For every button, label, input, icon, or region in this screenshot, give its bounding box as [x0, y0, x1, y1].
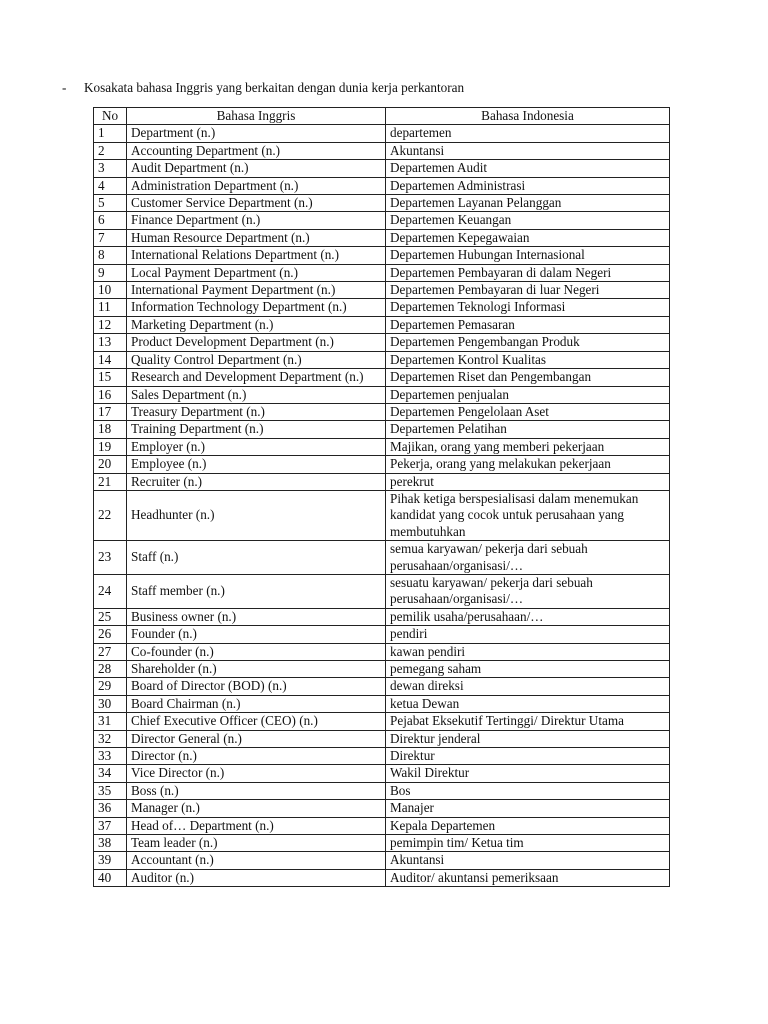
english-term: Quality Control Department (n.)	[127, 351, 386, 368]
indonesian-term: Departemen Pengelolaan Aset	[386, 403, 670, 420]
english-term: Vice Director (n.)	[127, 765, 386, 782]
row-number: 21	[94, 473, 127, 490]
english-term: Shareholder (n.)	[127, 661, 386, 678]
english-term: Employee (n.)	[127, 456, 386, 473]
english-term: Headhunter (n.)	[127, 490, 386, 540]
table-row	[94, 456, 670, 473]
header-indonesian: Bahasa Indonesia	[386, 108, 670, 125]
table-row	[94, 678, 670, 695]
row-number: 40	[94, 869, 127, 886]
indonesian-term: Direktur	[386, 748, 670, 765]
row-number: 5	[94, 195, 127, 212]
english-term: International Relations Department (n.)	[127, 247, 386, 264]
english-term: Director General (n.)	[127, 730, 386, 747]
table-row	[94, 177, 670, 194]
row-number: 26	[94, 626, 127, 643]
row-number: 27	[94, 643, 127, 660]
table-row	[94, 142, 670, 159]
table-body	[94, 125, 670, 887]
indonesian-term: semua karyawan/ pekerja dari sebuah perusahaan/organisasi/…	[386, 541, 670, 575]
english-term: Product Development Department (n.)	[127, 334, 386, 351]
table-row	[94, 334, 670, 351]
english-term: Employer (n.)	[127, 438, 386, 455]
indonesian-term: Departemen Teknologi Informasi	[386, 299, 670, 316]
row-number: 23	[94, 541, 127, 575]
english-term: International Payment Department (n.)	[127, 282, 386, 299]
row-number: 4	[94, 177, 127, 194]
table-row	[94, 229, 670, 246]
indonesian-term: Majikan, orang yang memberi pekerjaan	[386, 438, 670, 455]
table-row	[94, 195, 670, 212]
table-row	[94, 403, 670, 420]
row-number: 9	[94, 264, 127, 281]
row-number: 37	[94, 817, 127, 834]
indonesian-term: dewan direksi	[386, 678, 670, 695]
english-term: Business owner (n.)	[127, 608, 386, 625]
table-row	[94, 800, 670, 817]
row-number: 31	[94, 713, 127, 730]
indonesian-term: Departemen penjualan	[386, 386, 670, 403]
header-no: No	[94, 108, 127, 125]
indonesian-term: Pekerja, orang yang melakukan pekerjaan	[386, 456, 670, 473]
table-row	[94, 316, 670, 333]
english-term: Staff member (n.)	[127, 574, 386, 608]
row-number: 29	[94, 678, 127, 695]
table-row	[94, 782, 670, 799]
table-row	[94, 626, 670, 643]
row-number: 22	[94, 490, 127, 540]
indonesian-term: Departemen Layanan Pelanggan	[386, 195, 670, 212]
row-number: 33	[94, 748, 127, 765]
table-row	[94, 125, 670, 142]
row-number: 17	[94, 403, 127, 420]
indonesian-term: Pihak ketiga berspesialisasi dalam menemukan kandidat yang cocok untuk perusahaan yang membutuhkan	[386, 490, 670, 540]
indonesian-term: pemegang saham	[386, 661, 670, 678]
bullet-dash: -	[62, 80, 67, 95]
english-term: Department (n.)	[127, 125, 386, 142]
row-number: 18	[94, 421, 127, 438]
table-row	[94, 713, 670, 730]
english-term: Team leader (n.)	[127, 835, 386, 852]
row-number: 36	[94, 800, 127, 817]
english-term: Head of… Department (n.)	[127, 817, 386, 834]
indonesian-term: departemen	[386, 125, 670, 142]
english-term: Training Department (n.)	[127, 421, 386, 438]
table-row	[94, 869, 670, 886]
row-number: 7	[94, 229, 127, 246]
indonesian-term: Manajer	[386, 800, 670, 817]
english-term: Board of Director (BOD) (n.)	[127, 678, 386, 695]
indonesian-term: Kepala Departemen	[386, 817, 670, 834]
indonesian-term: Bos	[386, 782, 670, 799]
table-row	[94, 490, 670, 540]
indonesian-term: Departemen Kepegawaian	[386, 229, 670, 246]
english-term: Sales Department (n.)	[127, 386, 386, 403]
table-row	[94, 748, 670, 765]
english-term: Administration Department (n.)	[127, 177, 386, 194]
table-row	[94, 852, 670, 869]
indonesian-term: sesuatu karyawan/ pekerja dari sebuah perusahaan/organisasi/…	[386, 574, 670, 608]
table-row	[94, 730, 670, 747]
row-number: 15	[94, 369, 127, 386]
row-number: 32	[94, 730, 127, 747]
english-term: Customer Service Department (n.)	[127, 195, 386, 212]
table-row	[94, 212, 670, 229]
table-row	[94, 351, 670, 368]
table-row	[94, 661, 670, 678]
table-row	[94, 369, 670, 386]
table-row	[94, 817, 670, 834]
table-row	[94, 282, 670, 299]
row-number: 6	[94, 212, 127, 229]
english-term: Staff (n.)	[127, 541, 386, 575]
row-number: 16	[94, 386, 127, 403]
row-number: 10	[94, 282, 127, 299]
table-row	[94, 421, 670, 438]
indonesian-term: Departemen Kontrol Kualitas	[386, 351, 670, 368]
table-row	[94, 608, 670, 625]
indonesian-term: Direktur jenderal	[386, 730, 670, 747]
indonesian-term: kawan pendiri	[386, 643, 670, 660]
english-term: Local Payment Department (n.)	[127, 264, 386, 281]
indonesian-term: perekrut	[386, 473, 670, 490]
english-term: Chief Executive Officer (CEO) (n.)	[127, 713, 386, 730]
english-term: Accounting Department (n.)	[127, 142, 386, 159]
indonesian-term: ketua Dewan	[386, 695, 670, 712]
row-number: 25	[94, 608, 127, 625]
header-english: Bahasa Inggris	[127, 108, 386, 125]
table-row	[94, 264, 670, 281]
row-number: 39	[94, 852, 127, 869]
table-row	[94, 438, 670, 455]
indonesian-term: Departemen Riset dan Pengembangan	[386, 369, 670, 386]
table-row	[94, 695, 670, 712]
english-term: Co-founder (n.)	[127, 643, 386, 660]
row-number: 35	[94, 782, 127, 799]
row-number: 11	[94, 299, 127, 316]
table-row	[94, 247, 670, 264]
english-term: Human Resource Department (n.)	[127, 229, 386, 246]
row-number: 12	[94, 316, 127, 333]
row-number: 30	[94, 695, 127, 712]
english-term: Boss (n.)	[127, 782, 386, 799]
table-header-row	[94, 108, 670, 125]
row-number: 2	[94, 142, 127, 159]
row-number: 13	[94, 334, 127, 351]
indonesian-term: Departemen Keuangan	[386, 212, 670, 229]
indonesian-term: Departemen Administrasi	[386, 177, 670, 194]
table-row	[94, 541, 670, 575]
row-number: 38	[94, 835, 127, 852]
table-row	[94, 574, 670, 608]
english-term: Research and Development Department (n.)	[127, 369, 386, 386]
row-number: 24	[94, 574, 127, 608]
english-term: Director (n.)	[127, 748, 386, 765]
indonesian-term: pendiri	[386, 626, 670, 643]
indonesian-term: Departemen Pelatihan	[386, 421, 670, 438]
indonesian-term: Departemen Pembayaran di luar Negeri	[386, 282, 670, 299]
english-term: Founder (n.)	[127, 626, 386, 643]
english-term: Auditor (n.)	[127, 869, 386, 886]
english-term: Finance Department (n.)	[127, 212, 386, 229]
indonesian-term: Departemen Audit	[386, 160, 670, 177]
english-term: Board Chairman (n.)	[127, 695, 386, 712]
indonesian-term: Pejabat Eksekutif Tertinggi/ Direktur Utama	[386, 713, 670, 730]
indonesian-term: Akuntansi	[386, 142, 670, 159]
table-row	[94, 386, 670, 403]
indonesian-term: Auditor/ akuntansi pemeriksaan	[386, 869, 670, 886]
row-number: 28	[94, 661, 127, 678]
indonesian-term: pemimpin tim/ Ketua tim	[386, 835, 670, 852]
row-number: 34	[94, 765, 127, 782]
indonesian-term: Akuntansi	[386, 852, 670, 869]
indonesian-term: pemilik usaha/perusahaan/…	[386, 608, 670, 625]
indonesian-term: Wakil Direktur	[386, 765, 670, 782]
english-term: Recruiter (n.)	[127, 473, 386, 490]
intro-text: Kosakata bahasa Inggris yang berkaitan dengan dunia kerja perkantoran	[84, 80, 465, 95]
vocabulary-table	[93, 107, 670, 887]
indonesian-term: Departemen Pengembangan Produk	[386, 334, 670, 351]
table-row	[94, 299, 670, 316]
english-term: Accountant (n.)	[127, 852, 386, 869]
intro-line	[62, 79, 464, 97]
english-term: Treasury Department (n.)	[127, 403, 386, 420]
table-row	[94, 473, 670, 490]
row-number: 8	[94, 247, 127, 264]
table-row	[94, 160, 670, 177]
english-term: Information Technology Department (n.)	[127, 299, 386, 316]
english-term: Manager (n.)	[127, 800, 386, 817]
row-number: 1	[94, 125, 127, 142]
row-number: 14	[94, 351, 127, 368]
row-number: 3	[94, 160, 127, 177]
row-number: 20	[94, 456, 127, 473]
indonesian-term: Departemen Pemasaran	[386, 316, 670, 333]
table-row	[94, 643, 670, 660]
english-term: Marketing Department (n.)	[127, 316, 386, 333]
row-number: 19	[94, 438, 127, 455]
indonesian-term: Departemen Hubungan Internasional	[386, 247, 670, 264]
table-row	[94, 765, 670, 782]
english-term: Audit Department (n.)	[127, 160, 386, 177]
table-row	[94, 835, 670, 852]
indonesian-term: Departemen Pembayaran di dalam Negeri	[386, 264, 670, 281]
